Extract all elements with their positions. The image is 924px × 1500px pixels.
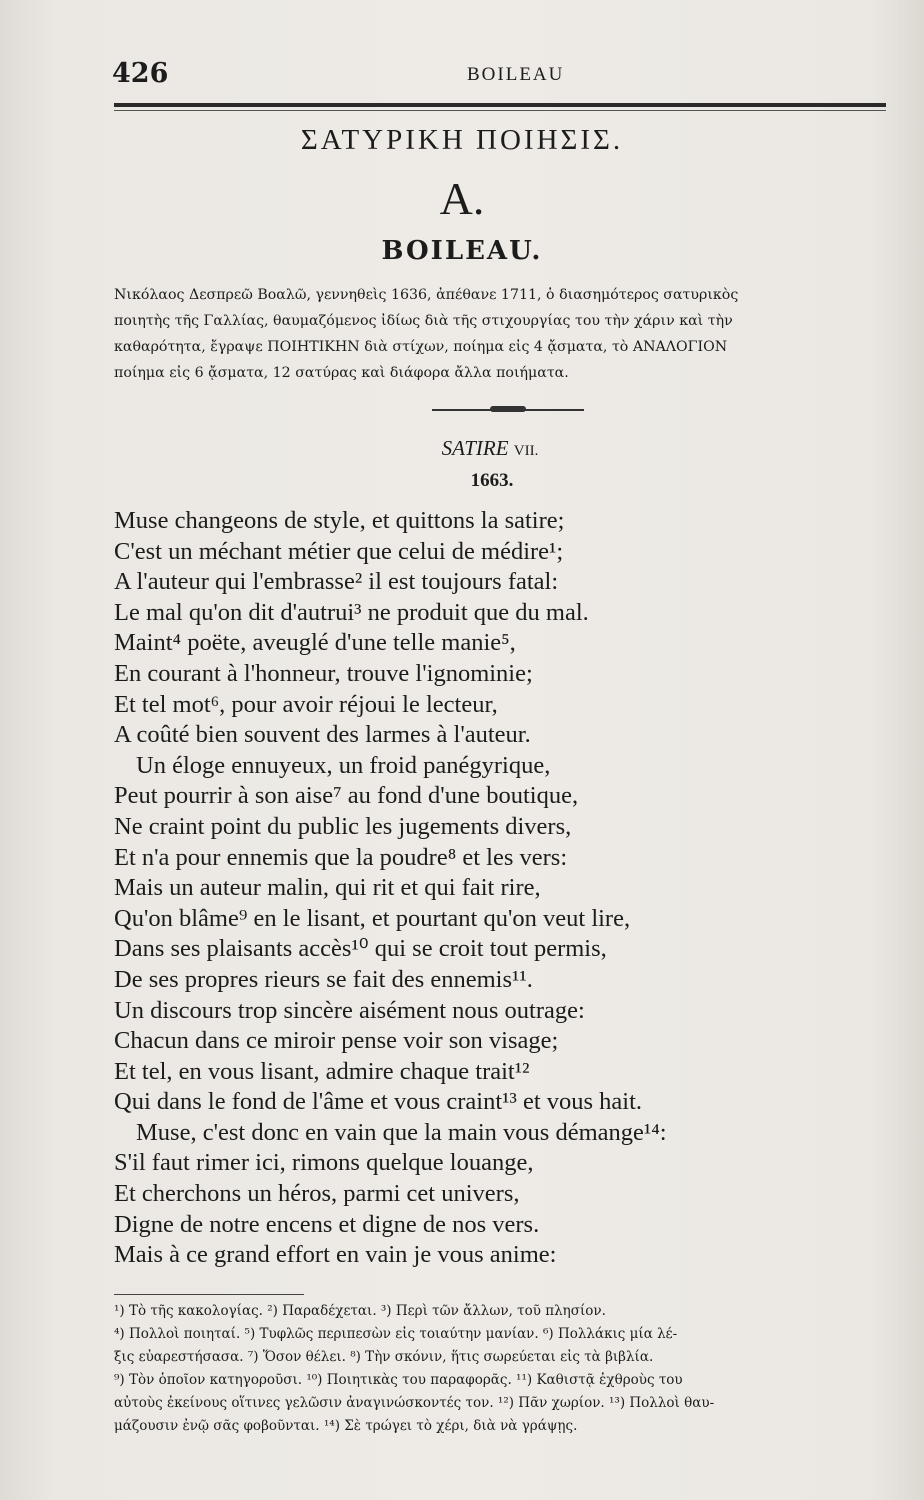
author-biography: [114, 282, 878, 386]
poem-verse: En courant à l'honneur, trouve l'ignominie;: [114, 659, 533, 687]
poem-verse: Et n'a pour ennemis que la poudre⁸ et les vers:: [114, 843, 568, 871]
poem-verse: Muse changeons de style, et quittons la satire;: [114, 507, 565, 534]
poem-title: [0, 436, 924, 461]
poem-verse: Muse, c'est donc en vain que la main vous démange¹⁴:: [136, 1118, 667, 1146]
poem-title-text: SATIRE: [441, 436, 509, 460]
footnote-line: ¹) Τὸ τῆς κακολογίας. ²) Παραδέχεται. ³) Περὶ τῶν ἄλλων, τοῦ πλησίον.: [114, 1303, 606, 1319]
poem-verse: A coûté bien souvent des larmes à l'auteur.: [114, 721, 531, 749]
footnote-line: αὐτοὺς ἐκείνους οἵτινες γελῶσιν ἀναγινώσκοντές τον. ¹²) Πᾶν χωρίον. ¹³) Πολλοὶ θαυ-: [114, 1395, 715, 1411]
bio-line: Νικόλαος Δεσπρεῶ Βοαλῶ, γεννηθεὶς 1636, ἀπέθανε 1711, ὁ διασημότερος σατυρικὸς: [114, 287, 739, 303]
poem-verse: Qui dans le fond de l'âme et vous craint¹³ et vous hait.: [114, 1088, 643, 1116]
poem-verse: De ses propres rieurs se fait des ennemis¹¹.: [114, 965, 533, 993]
footnote-line: μάζουσιν ἐνῷ σᾶς φοβοῦνται. ¹⁴) Σὲ τρώγει τὸ χέρι, διὰ νὰ γράψῃς.: [114, 1418, 578, 1434]
page-number: 426: [112, 58, 169, 89]
section-letter: Α.: [439, 173, 485, 224]
poem-verse: Un éloge ennuyeux, un froid panégyrique,: [136, 751, 551, 779]
footnote-line: ⁴) Πολλοὶ ποιηταί. ⁵) Τυφλῶς περιπεσὼν εἰς τοιαύτην μανίαν. ⁶) Πολλάκις μία λέ-: [114, 1326, 678, 1342]
poem-verse: Qu'on blâme⁹ en le lisant, et pourtant qu'on veut lire,: [114, 904, 631, 932]
poem-verse: A l'auteur qui l'embrasse² il est toujours fatal:: [114, 568, 559, 596]
poem-body: [114, 506, 854, 1271]
footnote-line: ⁹) Τὸν ὁποῖον κατηγοροῦσι. ¹⁰) Ποιητικὰς του παραφορᾶς. ¹¹) Καθιστᾷ ἐχθροὺς του: [114, 1372, 683, 1388]
poem-verse: Le mal qu'on dit d'autrui³ ne produit que du mal.: [114, 598, 589, 626]
poem-verse: Et cherchons un héros, parmi cet univers,: [114, 1180, 520, 1208]
footnote-rule: [114, 1294, 304, 1295]
poem-verse: Un discours trop sincère aisément nous outrage:: [114, 996, 585, 1024]
poem-number: VII.: [513, 443, 539, 459]
header-rule-thin: [114, 110, 886, 111]
poem-verse: Mais un auteur malin, qui rit et qui fait rire,: [114, 874, 541, 902]
header-rule: [114, 103, 886, 107]
poem-verse: Digne de notre encens et digne de nos vers.: [114, 1210, 540, 1238]
bio-line: ποίημα εἰς 6 ᾄσματα, 12 σατύρας καὶ διάφορα ἄλλα ποιήματα.: [114, 365, 569, 381]
poem-verse: Peut pourrir à son aise⁷ au fond d'une boutique,: [114, 782, 579, 810]
poem-verse: Et tel, en vous lisant, admire chaque trait¹²: [114, 1057, 530, 1085]
poem-verse: S'il faut rimer ici, rimons quelque louange,: [114, 1149, 534, 1177]
poem-verse: Dans ses plaisants accès¹⁰ qui se croit tout permis,: [114, 935, 607, 963]
ornament-rule-center: [490, 406, 526, 412]
poem-verse: Et tel mot⁶, pour avoir réjoui le lecteur,: [114, 690, 498, 718]
running-head: BOILEAU: [467, 64, 565, 85]
poem-verse: Ne craint point du public les jugements divers,: [114, 812, 572, 840]
poem-verse: Mais à ce grand effort en vain je vous anime:: [114, 1241, 557, 1269]
bio-line: ποιητὴς τῆς Γαλλίας, θαυμαζόμενος ἰδίως διὰ τῆς στιχουργίας του τὴν χάριν καὶ τὴν: [114, 313, 733, 329]
footnote-line: ξις εὐαρεστήσασα. ⁷) Ὅσον θέλει. ⁸) Τὴν σκόνιν, ἥτις σωρεύεται εἰς τὰ βιβλία.: [114, 1349, 654, 1365]
footnotes: [114, 1300, 874, 1438]
bio-line: καθαρότητα, ἔγραψε ΠΟΙΗΤΙΚΗΝ διὰ στίχων, ποίημα εἰς 4 ᾄσματα, τὸ ΑΝΑΛΟΓΙΟΝ: [114, 339, 728, 355]
poem-verse: Chacun dans ce miroir pense voir son visage;: [114, 1027, 559, 1055]
poem-year: 1663.: [470, 470, 514, 491]
author-heading: BOILEAU.: [381, 236, 543, 266]
poem-verse: Maint⁴ poëte, aveuglé d'une telle manie⁵,: [114, 629, 516, 657]
poem-verse: C'est un méchant métier que celui de médire¹;: [114, 537, 564, 565]
page-header: [112, 58, 876, 98]
section-title: ΣΑΤΥΡΙΚΗ ΠΟΙΗΣΙΣ.: [300, 124, 624, 156]
